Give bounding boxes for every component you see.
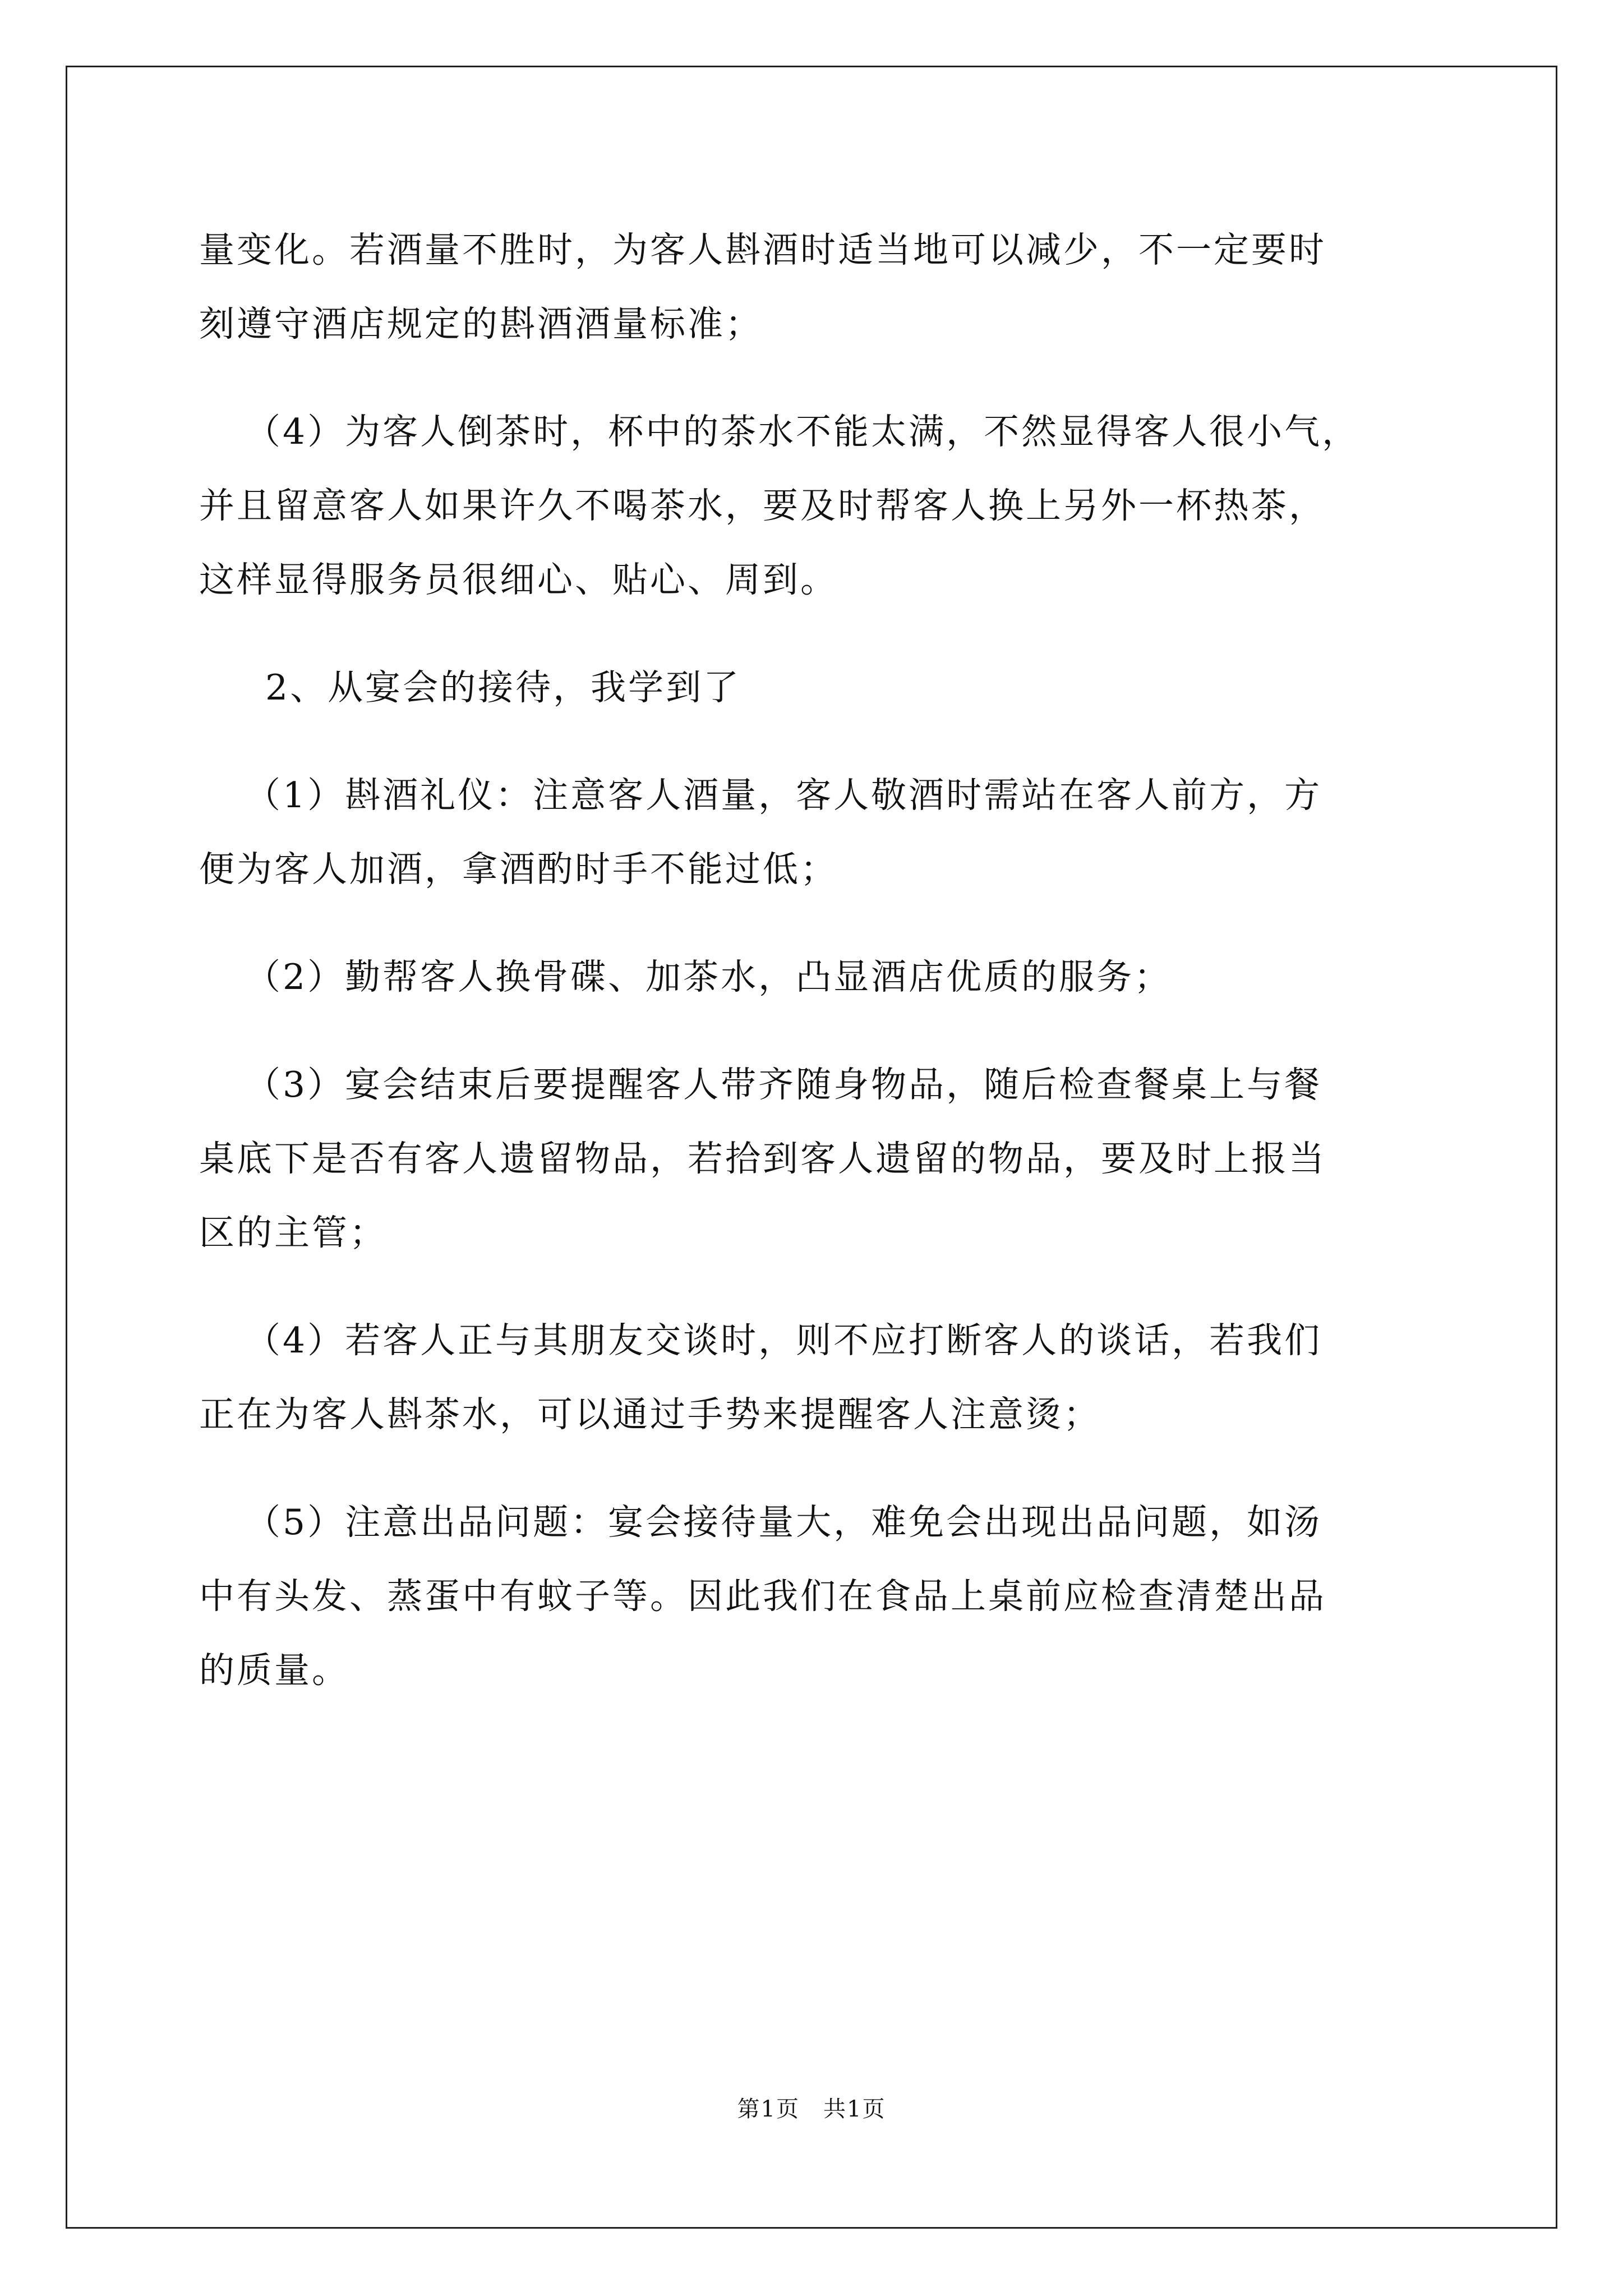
paragraph-3 (199, 651, 1433, 725)
text-line: 刻遵守酒店规定的斟酒酒量标准； (199, 303, 763, 344)
paragraph-8 (199, 1485, 1433, 1708)
text-line: 区的主管； (199, 1212, 387, 1253)
paragraph-5 (199, 940, 1433, 1014)
text-line: （5）注意出品问题：宴会接待量大，难免会出现出品问题，如汤 (245, 1502, 1322, 1543)
text-line: （2）勤帮客人换骨碟、加茶水，凸显酒店优质的服务； (245, 956, 1172, 997)
text-line: （4）若客人正与其朋友交谈时，则不应打断客人的谈话，若我们 (245, 1320, 1322, 1361)
text-line: 中有头发、蒸蛋中有蚊子等。因此我们在食品上桌前应检查清楚出品 (199, 1576, 1326, 1617)
paragraph-2 (199, 395, 1433, 617)
paragraph-1 (199, 213, 1433, 361)
page-number-label: 第1页 共1页 (737, 2096, 886, 2122)
document-body (199, 213, 1433, 1741)
text-line: 2、从宴会的接待，我学到了 (265, 667, 741, 708)
text-line: 桌底下是否有客人遗留物品，若拾到客人遗留的物品，要及时上报当 (199, 1138, 1326, 1179)
text-line: 正在为客人斟茶水，可以通过手势来提醒客人注意烫； (199, 1394, 1101, 1435)
paragraph-4 (199, 758, 1433, 907)
paragraph-7 (199, 1304, 1433, 1452)
page-footer (0, 2091, 1623, 2123)
text-line: 这样显得服务员很细心、贴心、周到。 (199, 559, 838, 600)
text-line: 的质量。 (199, 1650, 349, 1691)
text-line: （4）为客人倒茶时，杯中的茶水不能太满，不然显得客人很小气， (245, 411, 1360, 452)
text-line: （1）斟酒礼仪：注意客人酒量，客人敬酒时需站在客人前方，方 (245, 775, 1322, 816)
paragraph-6 (199, 1048, 1433, 1270)
text-line: 便为客人加酒，拿酒酌时手不能过低； (199, 849, 838, 890)
text-line: 并且留意客人如果许久不喝茶水，要及时帮客人换上另外一杯热茶， (199, 485, 1326, 526)
text-line: （3）宴会结束后要提醒客人带齐随身物品，随后检查餐桌上与餐 (245, 1064, 1322, 1105)
text-line: 量变化。若酒量不胜时，为客人斟酒时适当地可以减少，不一定要时 (199, 229, 1326, 270)
